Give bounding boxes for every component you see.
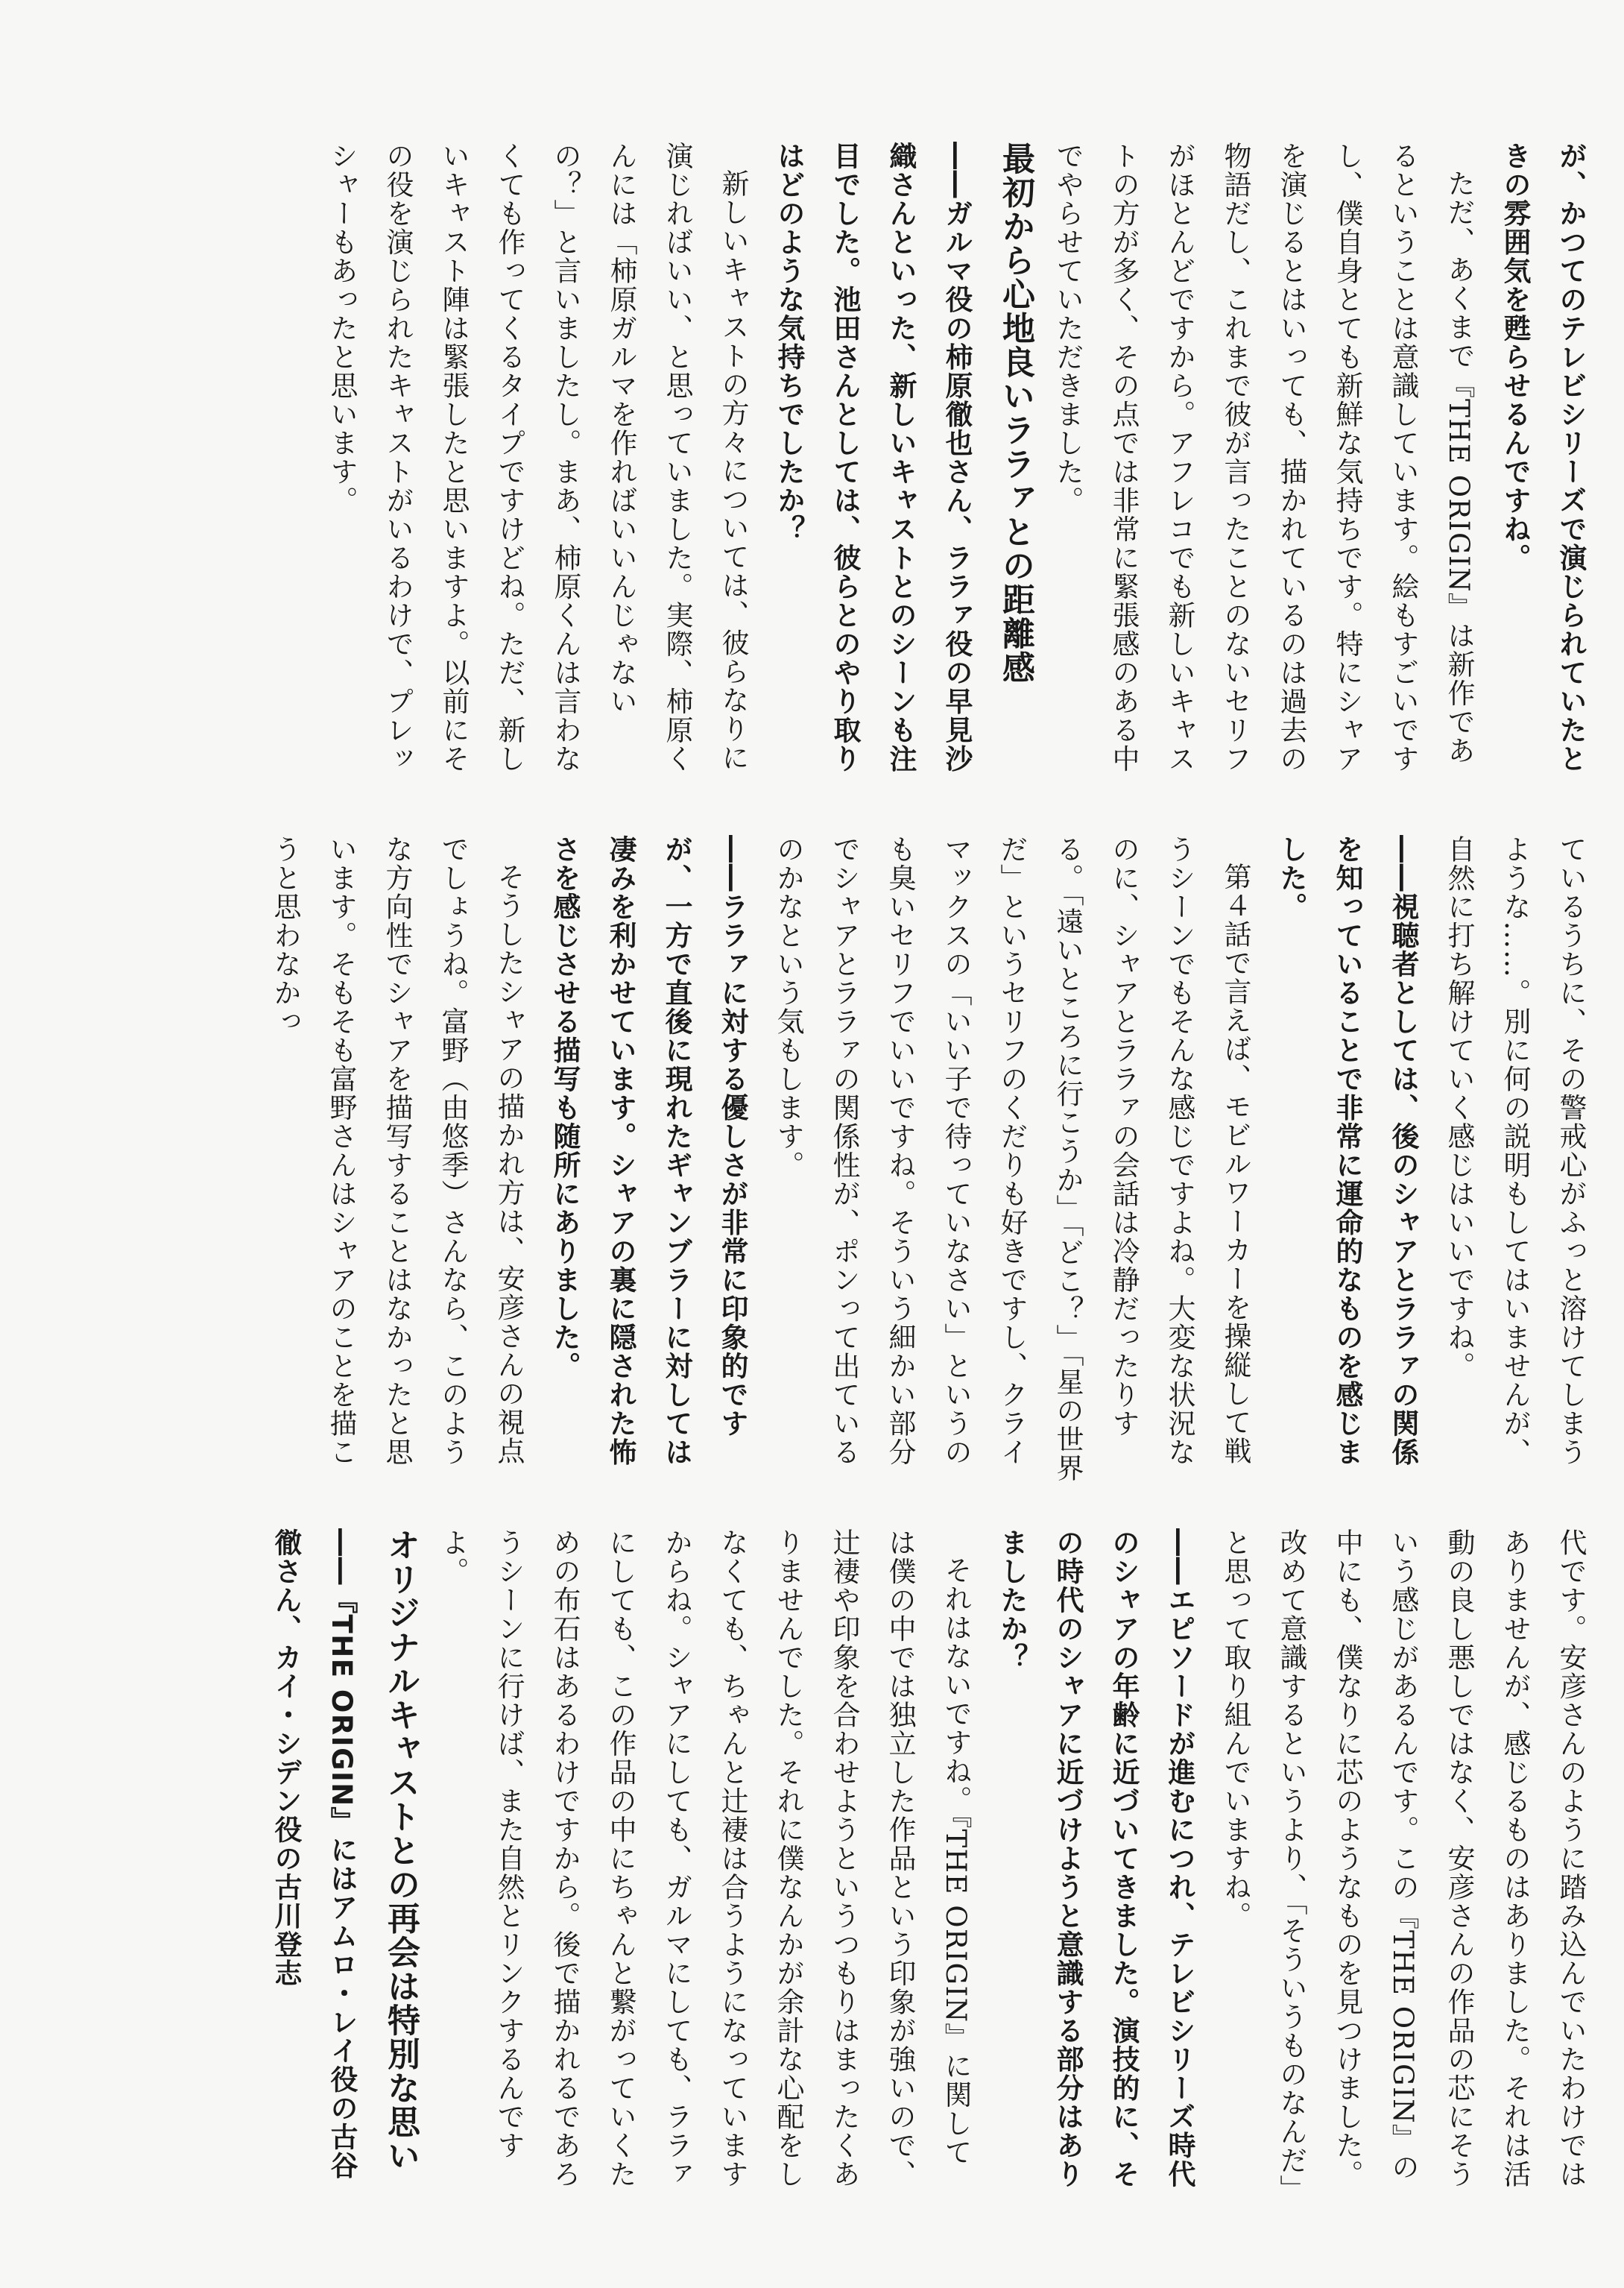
interviewer-question: ――視聴者としては、後のシャアとララァの関係を知っていることで非常に運命的なものを感じました。	[1275, 835, 1419, 1466]
section-heading: オリジナルキャストとの再会は特別な思い	[382, 1528, 420, 2173]
answer-paragraph: そうしたシャアの描かれ方は、安彦さんの視点でしょうね。富野（由悠季）さんなら、このような方向性でシャアを描写することはなかったと思います。そもそも富野さんはシャアのことを描こうと思わなかっ	[269, 835, 525, 1466]
continued-paragraph: ているうちに、その警戒心がふっと溶けてしまうような……。別に何の説明もしてはいませんが、自然に打ち解けていく感じはいいですね。	[1443, 835, 1587, 1466]
text-band-top	[224, 142, 1599, 783]
interviewer-question: ――ガルマ役の柿原徹也さん、ララァ役の早見沙織さんといった、新しいキャストとのシーンも注目でした。池田さんとしては、彼らとのやり取りはどのような気持ちでしたか？	[773, 142, 973, 773]
continued-paragraph: 代です。安彦さんのように踏み込んでいたわけではありませんが、感じるものはありました。それは活動の良し悪しではなく、安彦さんの作品の芯にそういう感じがあるんです。この『THE ORIGIN』の中にも、僕なりに芯のようなものを見つけました。改めて意識するというより、「そういうものなんだ」と思って取り組んでいますね。	[1219, 1528, 1587, 2190]
interviewer-question: ――エピソードが進むにつれ、テレビシリーズ時代のシャアの年齢に近づいてきました。演技的に、その時代のシャアに近づけようと意識する部分はありましたか？	[996, 1528, 1195, 2189]
answer-paragraph: 第４話で言えば、モビルワーカーを操縦して戦うシーンでもそんな感じですよね。大変な状況なのに、シャアとララァの会話は冷静だったりする。「遠いところに行こうか」「どこ？」「星の世界だ」というセリフのくだりも好きですし、クライマックスの「いい子で待っていなさい」というのも臭いセリフでいいですね。そういう細かい部分でシャアとララァの関係性が、ポンって出ているのかなという気もします。	[772, 835, 1251, 1483]
interviewer-question: ――『THE ORIGIN』にはアムロ・レイ役の古谷徹さん、カイ・シデン役の古川登志	[270, 1528, 358, 2181]
answer-paragraph: 新しいキャストの方々については、彼らなりに演じればいい、と思っていました。実際、柿原くんには「柿原ガルマを作ればいいんじゃないの？」と言いましたし。まあ、柿原くんは言わなくても作ってくるタイプですけどね。ただ、新しいキャスト陣は緊張したと思いますよ。以前にその役を演じられたキャストがいるわけで、プレッシャーもあったと思います。	[326, 142, 749, 773]
interviewer-question: ――ララァに対する優しさが非常に印象的ですが、一方で直後に現れたギャンブラーに対しては凄みを利かせています。シャアの裏に隠された怖さを感じさせる描写も随所にありました。	[549, 835, 748, 1466]
text-band-middle	[224, 835, 1599, 1491]
interviewer-question: が、かつてのテレビシリーズで演じられていたときの雰囲気を甦らせるんですね。	[1499, 142, 1587, 773]
text-band-bottom	[224, 1528, 1599, 2192]
section-heading: 最初から心地良いララァとの距離感	[996, 142, 1034, 684]
answer-paragraph: ただ、あくまで『THE ORIGIN』は新作であるということは意識しています。絵もすごいですし、僕自身とても新鮮な気持ちです。特にシャアを演じるとはいっても、描かれているのは過去の物語だし、これまで彼が言ったことのないセリフがほとんどですから。アフレコでも新しいキャストの方が多く、その点では非常に緊張感のある中でやらせていただきました。	[1052, 142, 1475, 773]
answer-paragraph: それはないですね。『THE ORIGIN』に関しては僕の中では独立した作品という印象が強いので、辻褄や印象を合わせようというつもりはまったくありませんでした。それに僕なんかが余計な心配をしなくても、ちゃんと辻褄は合うようになっていますからね。シャアにしても、ガルマにしても、ララァにしても、この作品の中にちゃんと繋がっていくための布石はあるわけですから。後で描かれるであろうシーンに行けば、また自然とリンクするんですよ。	[437, 1528, 972, 2189]
